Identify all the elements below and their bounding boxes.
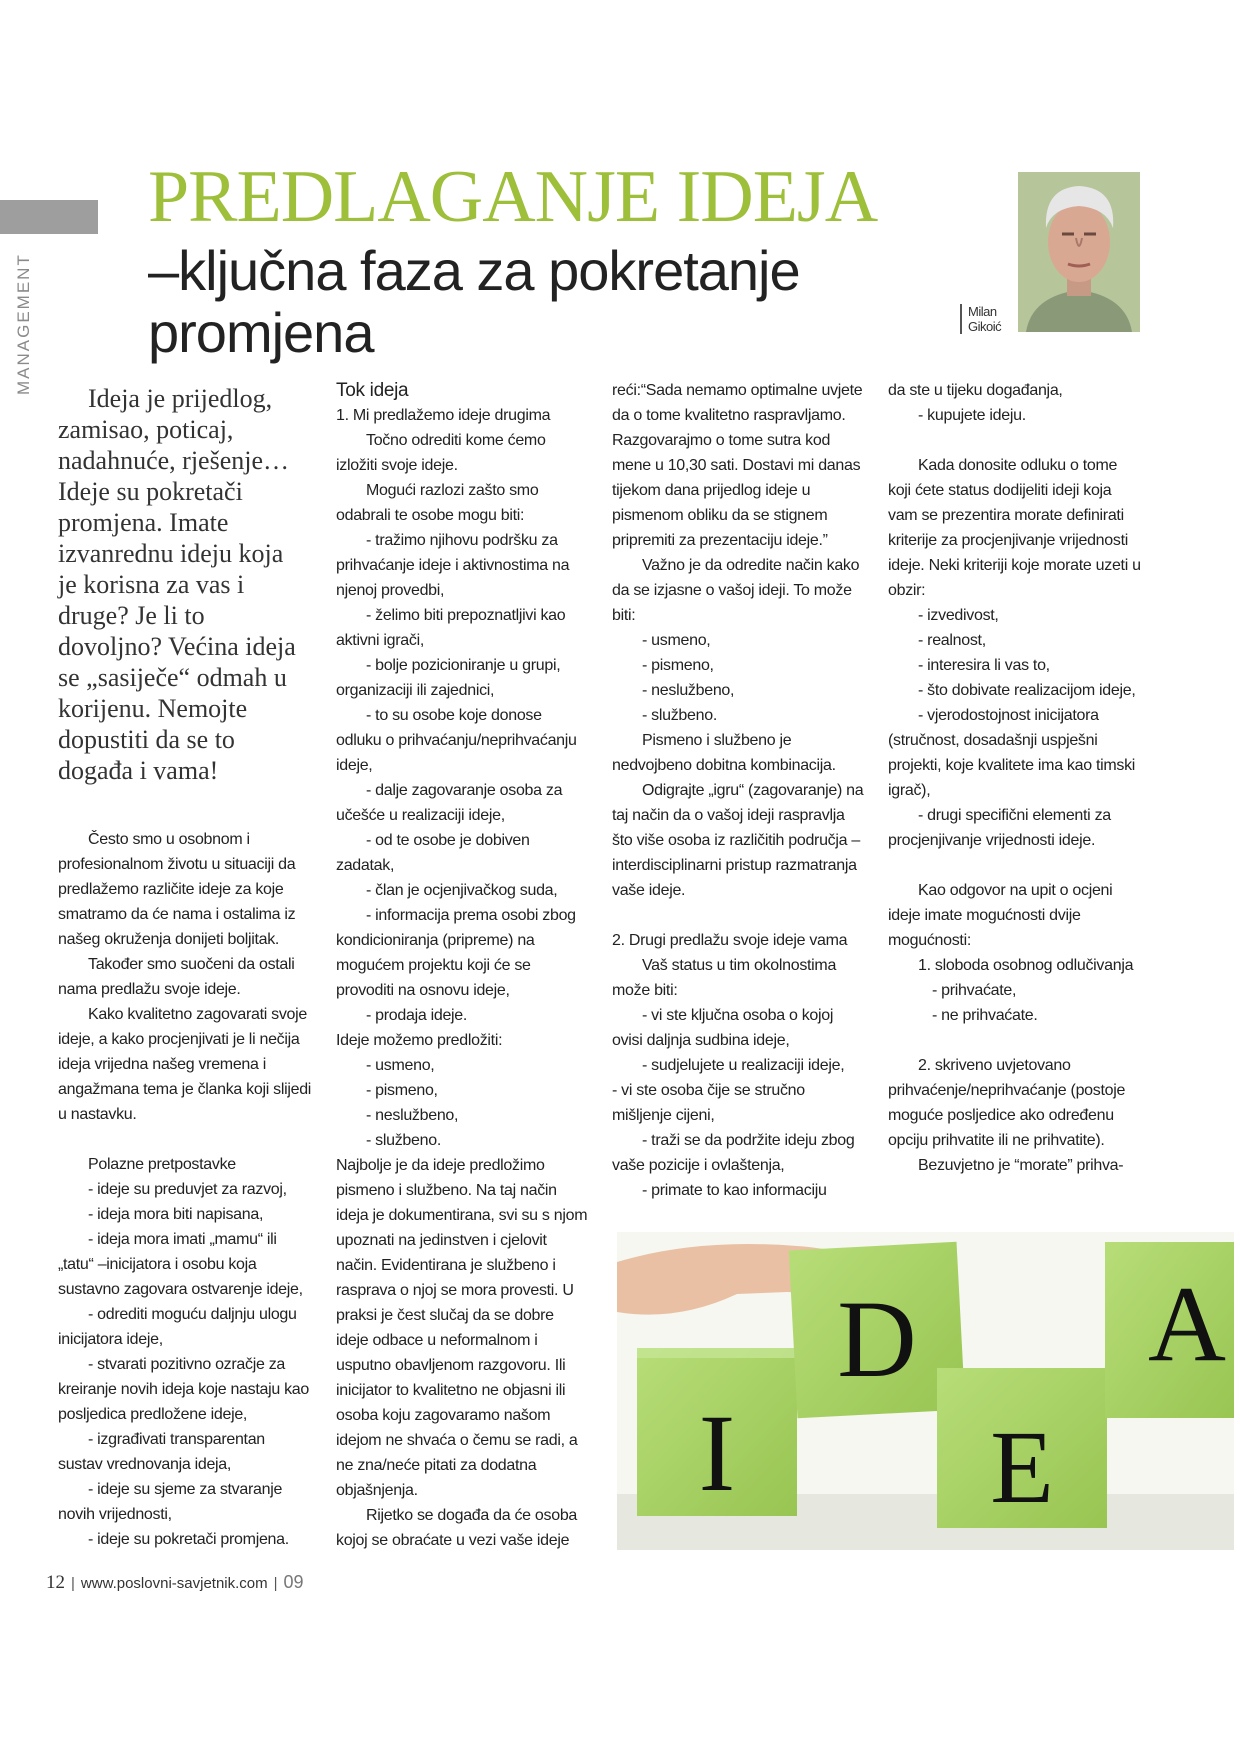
paragraph: Vaš status u tim okolnostima može biti:	[612, 957, 837, 999]
footer-website: www.poslovni-savjetnik.com	[80, 1575, 268, 1592]
paragraph: Rijetko se događa da će osoba kojoj se obraćate u vezi vaše ideje	[336, 1507, 578, 1549]
list-item: - ideje su sjeme za stvaranje novih vrijednosti,	[58, 1481, 283, 1523]
paragraph: Često smo u osobnom i profesionalnom životu u situaciji da predlažemo različite ideje za koje smatramo da će nama i ostalima iz našeg okruženja donijeti boljitak.	[58, 831, 296, 948]
paragraph: Važno je da odredite način kako da se izjasne o vašoj ideji. To može biti:	[612, 557, 860, 624]
paragraph: Također smo suočeni da ostali nama predlažu svoje ideje.	[58, 956, 295, 998]
article-title: PREDLAGANJE IDEJA	[148, 156, 878, 238]
list-item: - realnost,	[918, 632, 986, 649]
author-first-name: Milan	[968, 304, 997, 319]
list-item: - dalje zagovaranje osoba za učešće u realizaciji ideje,	[336, 782, 563, 824]
list-item: - što dobivate realizacijom ideje,	[918, 682, 1136, 699]
list-item: - interesira li vas to,	[918, 657, 1050, 674]
page-number: 12	[46, 1572, 65, 1593]
subsection-heading: 2. Drugi predlažu svoje ideje vama	[612, 932, 848, 949]
paragraph: reći:“Sada nemamo optimalne uvjete da o tome kvalitetno raspravljamo. Razgovarajmo o tome sutra kod mene u 10,30 sati. Dostavi mi danas tijekom dana prijedlog ideje u pismenom obliku da se stignem pripremiti za prezentaciju ideje.”	[612, 382, 863, 549]
idea-cubes-image	[617, 1232, 1234, 1550]
section-heading: Polazne pretpostavke	[88, 1156, 236, 1173]
list-item: - traži se da podržite ideju zbog vaše pozicije i ovlaštenja,	[612, 1132, 855, 1174]
cube-letter-i: I	[698, 1392, 736, 1514]
cube-letter-d: D	[837, 1278, 917, 1400]
paragraph: Kao odgovor na upit o ocjeni ideje imate mogućnosti dvije mogućnosti:	[888, 882, 1113, 949]
list-item: - prodaja ideje.	[366, 1007, 468, 1024]
list-item: - ideje su pokretači promjena.	[88, 1531, 289, 1548]
article-column-2	[336, 378, 588, 1553]
list-item: - službeno.	[642, 707, 717, 724]
paragraph: Najbolje je da ideje predložimo pismeno i službeno. Na taj način ideja je dokumentirana, svi su s njom upoznati na jedinstven i cjelovit način. Evidentirana je službeno i rasprava o njoj se mora provesti. U praksi je čest slučaj da se dobre ideje odbace u neformalnom i usputno obavljenom razgovoru. Ili inicijator to kvalitetno ne objasni ili osoba koju zagovaramo našom idejom ne shvaća o čemu se radi, a ne zna/neće pitati za dodatna objašnjenja.	[336, 1157, 588, 1499]
paragraph: Ideje možemo predložiti:	[336, 1032, 503, 1049]
list-item: - vi ste osoba čije se stručno mišljenje cijeni,	[612, 1082, 805, 1124]
paragraph: Pismeno i službeno je nedvojbeno dobitna kombinacija.	[612, 732, 836, 774]
list-item: - usmeno,	[366, 1057, 435, 1074]
section-label: MANAGEMENT	[14, 253, 33, 395]
article-subtitle: –ključna faza za pokretanje promjena	[148, 239, 800, 364]
list-item: - želimo biti prepoznatljivi kao aktivni igrači,	[336, 607, 566, 649]
list-item: - ne prihvaćate.	[932, 1007, 1038, 1024]
article-column-4	[888, 378, 1142, 1178]
list-item: - neslužbeno,	[642, 682, 735, 699]
author-name	[960, 304, 1018, 334]
author-photo	[1018, 172, 1140, 332]
article-column-3	[612, 378, 866, 1203]
list-item: - bolje pozicioniranje u grupi, organizaciji ili zajednici,	[336, 657, 561, 699]
paragraph: 2. skriveno uvjetovano prihvaćenje/neprihvaćanje (postoje moguće posljedice ako određenu opciju prihvatite ili ne prihvatite).	[888, 1057, 1126, 1149]
list-item: - ideje su preduvjet za razvoj,	[88, 1181, 287, 1198]
list-item: - od te osobe je dobiven zadatak,	[336, 832, 530, 874]
author-last-name: Gikoić	[968, 319, 1002, 334]
page-footer: 12 | www.poslovni-savjetnik.com | 09	[46, 1572, 304, 1593]
list-item: - tražimo njihovu podršku za prihvaćanje ideje i aktivnostima na njenoj provedbi,	[336, 532, 570, 599]
list-item: - vi ste ključna osoba o kojoj ovisi daljnja sudbina ideje,	[612, 1007, 834, 1049]
list-item: - pismeno,	[366, 1082, 438, 1099]
subsection-heading: 1. Mi predlažemo ideje drugima	[336, 407, 551, 424]
paragraph: Odigrajte „igru“ (zagovaranje) na taj način da o vašoj ideji raspravlja što više osoba iz različitih područja –interdisciplinarni pristup razmatranja vaše ideje.	[612, 782, 864, 899]
list-item: - kupujete ideju.	[918, 407, 1026, 424]
list-item: - izgrađivati transparentan sustav vrednovanja ideja,	[58, 1431, 265, 1473]
lead-paragraph: Ideja je prijedlog, zamisao, poticaj, nadahnuće, rješenje… Ideje su pokretači promjena. Imate izvanrednu ideju koja je korisna za vas i druge? Je li to dovoljno? Većina ideja se „sasiječe“ odmah u korijenu. Nemojte dopustiti da se to događa i vama!	[58, 384, 296, 785]
list-item: - ideja mora biti napisana,	[88, 1206, 264, 1223]
list-item: - to su osobe koje donose odluku o prihvaćanju/neprihvaćanju ideje,	[336, 707, 577, 774]
section-heading: Tok ideja	[336, 380, 409, 401]
issue-number: 09	[283, 1572, 304, 1592]
list-item: - ideja mora imati „mamu“ ili „tatu“ –inicijatora i osobu koja sustavno zagovara ostvarenje ideje,	[58, 1231, 303, 1298]
paragraph: Mogući razlozi zašto smo odabrali te osobe mogu biti:	[336, 482, 539, 524]
idea-cubes-illustration	[617, 1232, 1234, 1550]
list-item: - stvarati pozitivno ozračje za kreiranje novih ideja koje nastaju kao posljedica predložene ideje,	[58, 1356, 309, 1423]
list-item: - sudjelujete u realizaciji ideje,	[642, 1057, 845, 1074]
cube-letter-e: E	[990, 1410, 1054, 1525]
list-item: - član je ocjenjivačkog suda,	[366, 882, 558, 899]
list-item: - odrediti moguću daljnju ulogu inicijatora ideje,	[58, 1306, 297, 1348]
paragraph: Kada donosite odluku o tome koji ćete status dodijeliti ideji koja vam se prezentira morate definirati kriterije za procjenjivanje vrijednosti ideje. Neki kriteriji koje morate uzeti u obzir:	[888, 457, 1141, 599]
article-column-1	[58, 827, 313, 1552]
list-item: - vjerodostojnost inicijatora (stručnost, dosadašnji uspješni projekti, koje kvalitete ima kao timski igrač),	[888, 707, 1136, 799]
paragraph: Bezuvjetno je “morate” prihva-	[918, 1157, 1124, 1174]
list-item: - neslužbeno,	[366, 1107, 459, 1124]
list-item: - izvedivost,	[918, 607, 999, 624]
section-tab	[0, 200, 98, 234]
paragraph: Točno odrediti kome ćemo izložiti svoje ideje.	[336, 432, 546, 474]
list-item: - pismeno,	[642, 657, 714, 674]
list-item: 1. sloboda osobnog odlučivanja	[918, 957, 1134, 974]
list-item: - službeno.	[366, 1132, 441, 1149]
list-item: - prihvaćate,	[932, 982, 1017, 999]
list-item: - usmeno,	[642, 632, 711, 649]
paragraph: da ste u tijeku događanja,	[888, 382, 1063, 399]
cube-letter-a: A	[1148, 1265, 1226, 1384]
author-portrait-image	[1018, 172, 1140, 332]
list-item: - drugi specifični elementi za procjenjivanje vrijednosti ideje.	[888, 807, 1111, 849]
list-item: - informacija prema osobi zbog kondicioniranja (pripreme) na mogućem projektu koji će se provoditi na osnovu ideje,	[336, 907, 576, 999]
list-item: - primate to kao informaciju	[642, 1182, 827, 1199]
paragraph: Kako kvalitetno zagovarati svoje ideje, a kako procjenjivati je li nečija ideja vrijedna našeg vremena i angažmana tema je članka koji slijedi u nastavku.	[58, 1006, 312, 1123]
